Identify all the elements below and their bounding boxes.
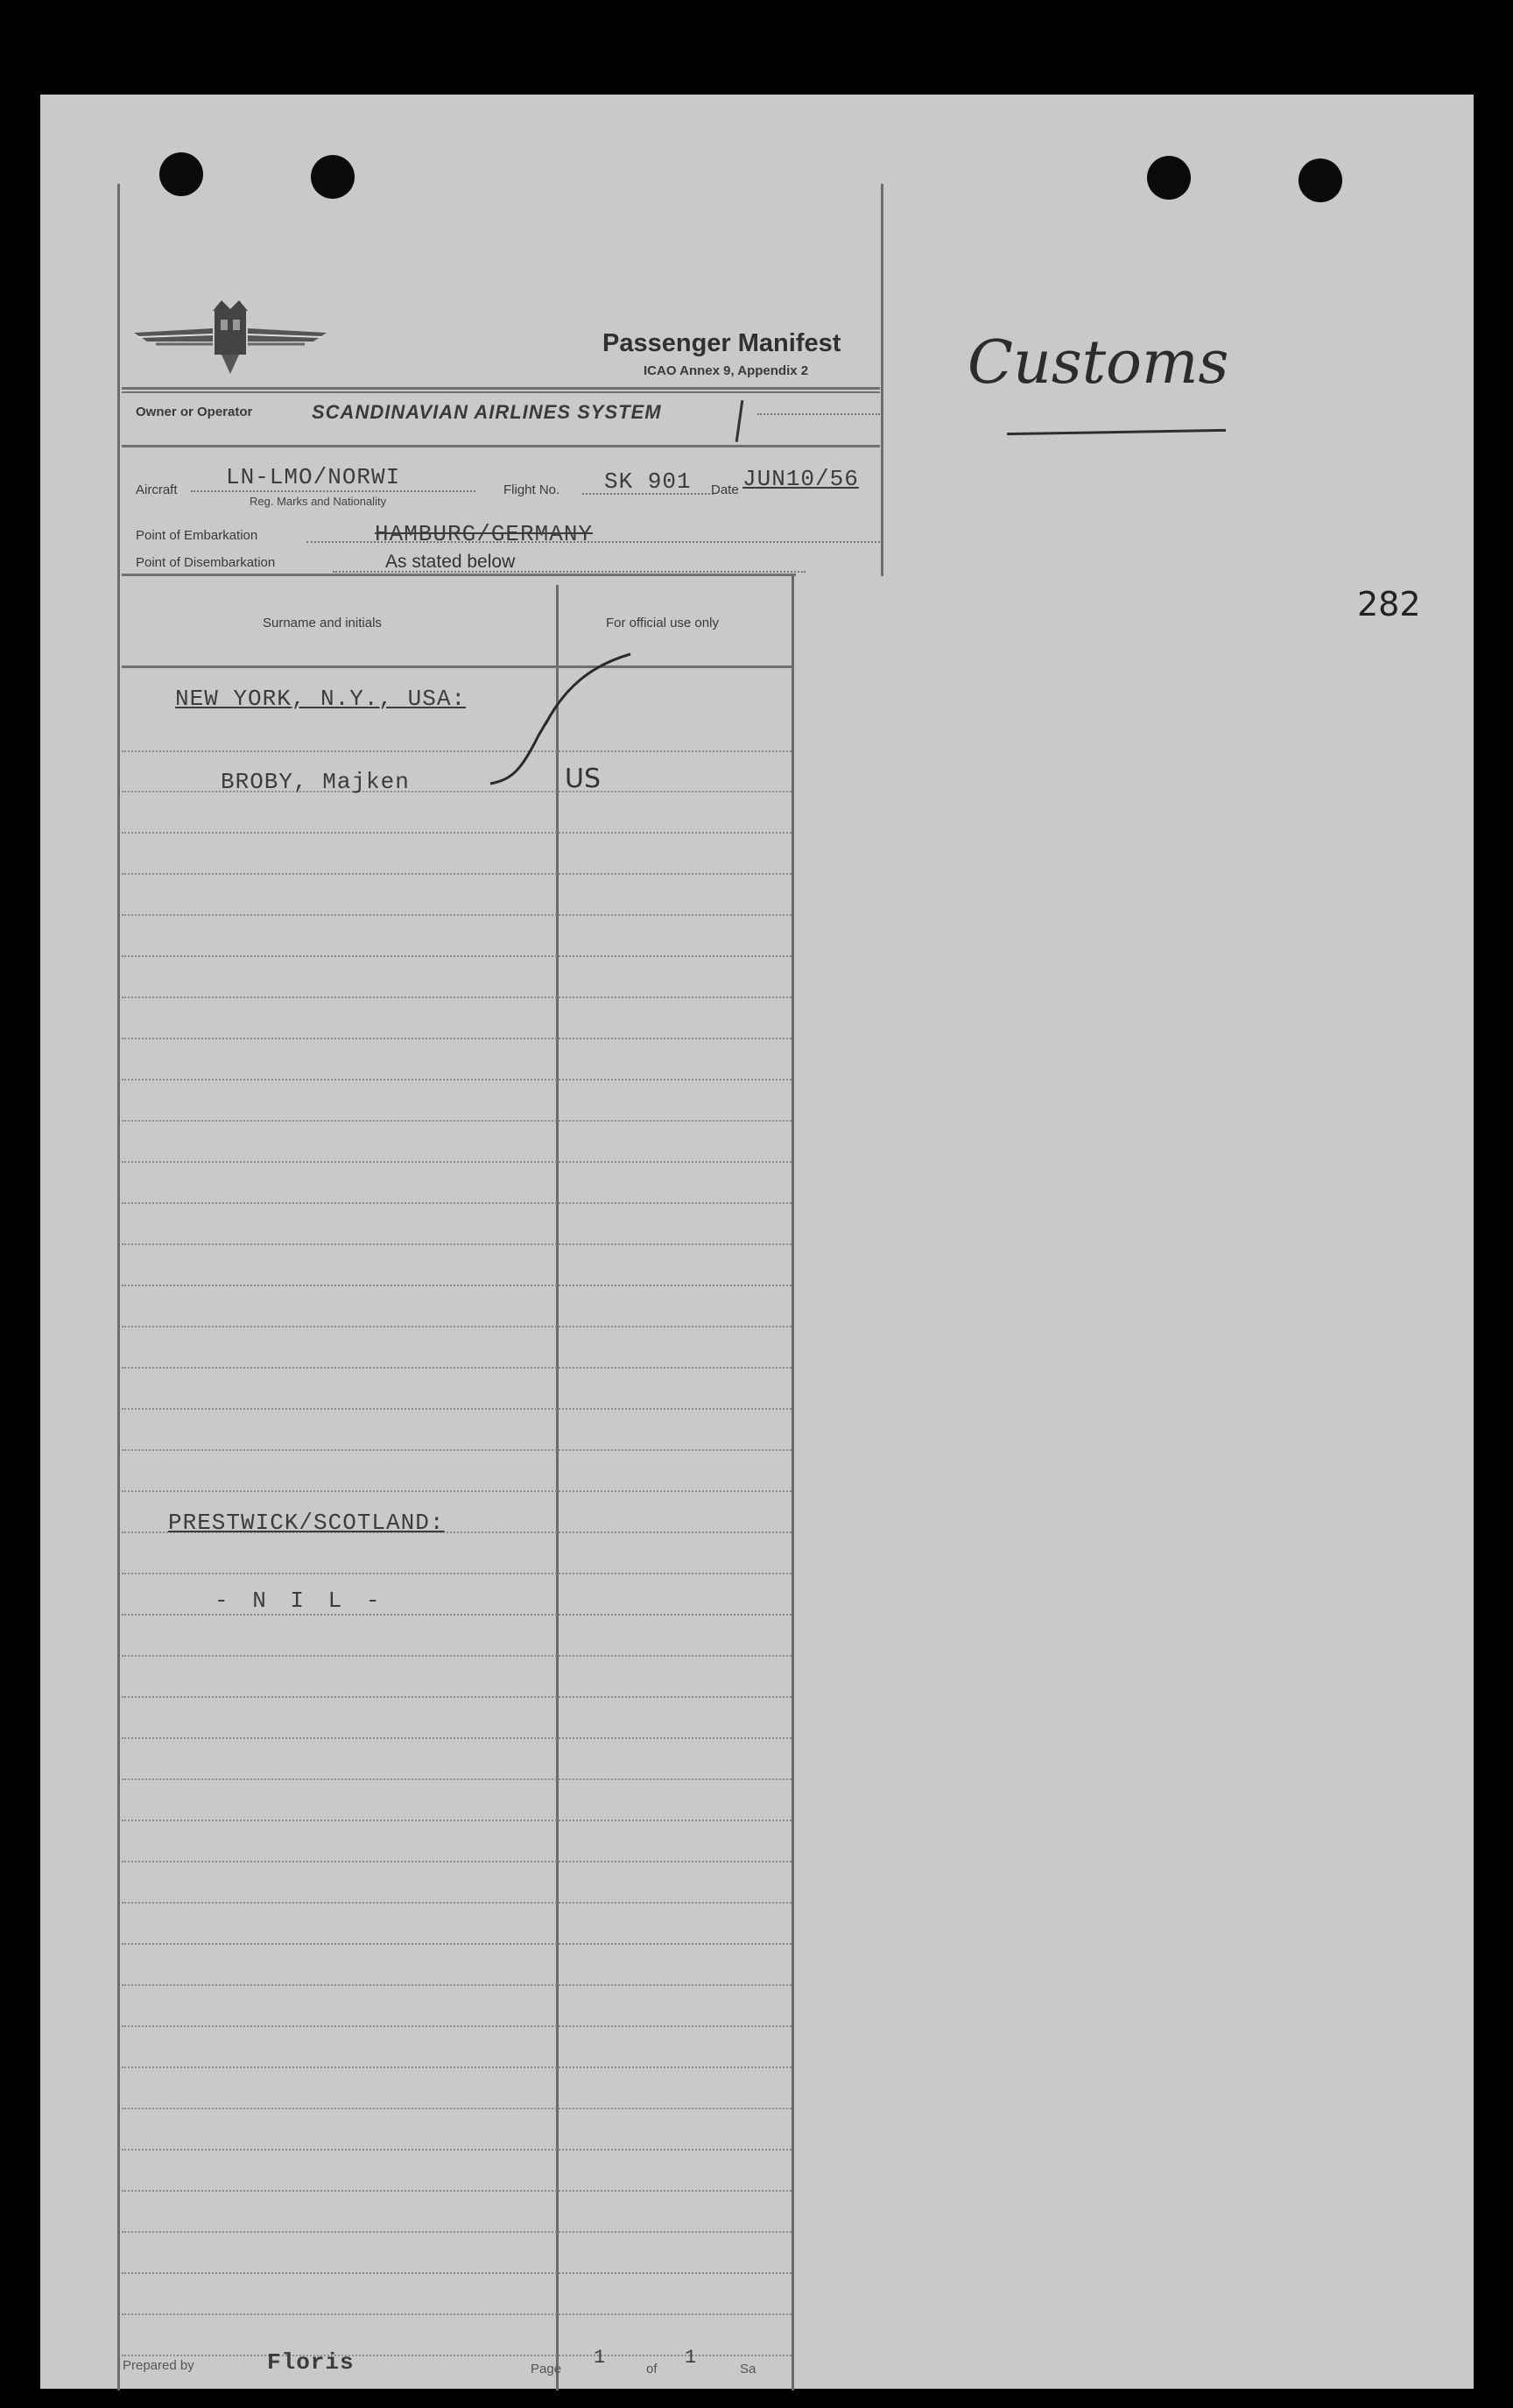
table-row xyxy=(122,1614,792,1616)
table-row xyxy=(122,2190,792,2192)
prepared-label: Prepared by xyxy=(123,2358,194,2373)
manifest-subtitle: ICAO Annex 9, Appendix 2 xyxy=(644,363,809,378)
table-row xyxy=(122,1038,792,1039)
table-right-border xyxy=(792,574,794,2390)
table-row xyxy=(122,2231,792,2233)
table-row xyxy=(122,1161,792,1163)
disembarkation-label: Point of Disembarkation xyxy=(136,555,276,570)
date-value: JUN10/56 xyxy=(742,466,859,492)
table-row xyxy=(122,1367,792,1369)
checkmark-icon xyxy=(486,652,635,792)
column-header-rule xyxy=(122,665,792,668)
table-row xyxy=(122,832,792,834)
table-row xyxy=(122,2272,792,2274)
nil-entry: - N I L - xyxy=(215,1588,385,1614)
manifest-title: Passenger Manifest xyxy=(602,329,841,357)
column-header-official: For official use only xyxy=(606,616,719,630)
table-top-rule xyxy=(122,574,796,576)
official-use-code: US xyxy=(565,764,602,794)
embarkation-label: Point of Embarkation xyxy=(136,528,258,543)
disembarkation-dotline xyxy=(333,571,806,573)
prepared-by-value: Floris xyxy=(267,2349,355,2376)
aircraft-sublabel: Reg. Marks and Nationality xyxy=(250,495,387,508)
table-row xyxy=(122,1408,792,1410)
aircraft-label: Aircraft xyxy=(136,482,178,497)
table-row xyxy=(122,2313,792,2315)
disembarkation-value: As stated below xyxy=(385,552,516,572)
of-value: 1 xyxy=(685,2347,698,2369)
table-row xyxy=(122,1696,792,1698)
table-row xyxy=(122,1079,792,1081)
flight-dotline xyxy=(582,493,714,495)
form-right-border xyxy=(881,184,883,576)
date-label: Date xyxy=(711,482,739,497)
destination-new-york: NEW YORK, N.Y., USA: xyxy=(175,686,467,712)
owner-rule xyxy=(122,445,880,447)
footer-trailing-text: Sa xyxy=(740,2362,756,2376)
table-row xyxy=(122,1943,792,1945)
page-label: Page xyxy=(531,2362,562,2376)
table-row xyxy=(122,1202,792,1204)
punch-hole xyxy=(1147,156,1191,200)
customs-annotation: Customs xyxy=(968,328,1229,398)
table-row xyxy=(122,1285,792,1286)
of-label: of xyxy=(646,2362,658,2376)
passenger-name: BROBY, Majken xyxy=(221,769,410,795)
page-value: 1 xyxy=(594,2347,607,2369)
header-rule xyxy=(122,391,880,393)
table-row xyxy=(122,1243,792,1245)
owner-label: Owner or Operator xyxy=(136,405,253,419)
table-row xyxy=(122,955,792,957)
table-row xyxy=(122,914,792,916)
manifest-form-frame xyxy=(117,184,883,2390)
page-number: 282 xyxy=(1357,585,1421,623)
table-row xyxy=(122,1120,792,1122)
aircraft-dotline xyxy=(191,490,475,492)
header-rule xyxy=(122,387,880,390)
embarkation-value: HAMBURG/GERMANY xyxy=(375,521,594,547)
table-row xyxy=(122,2108,792,2109)
table-row xyxy=(122,1861,792,1862)
table-row xyxy=(122,996,792,998)
destination-prestwick: PRESTWICK/SCOTLAND: xyxy=(168,1510,445,1536)
table-row xyxy=(122,873,792,875)
owner-dotline xyxy=(757,413,880,415)
table-row xyxy=(122,1902,792,1904)
flight-label: Flight No. xyxy=(503,482,560,497)
column-header-surname: Surname and initials xyxy=(263,616,382,630)
airline-wings-logo xyxy=(130,293,331,381)
flight-value: SK 901 xyxy=(604,468,692,495)
column-divider xyxy=(556,585,559,2390)
aircraft-value: LN-LMO/NORWI xyxy=(226,464,401,490)
table-row xyxy=(122,750,792,752)
table-row xyxy=(122,2067,792,2068)
table-row xyxy=(122,1737,792,1739)
table-row xyxy=(122,1655,792,1657)
embarkation-dotline xyxy=(306,541,880,543)
table-row xyxy=(122,2149,792,2151)
table-row xyxy=(122,1490,792,1492)
table-row xyxy=(122,2025,792,2027)
punch-hole xyxy=(1298,158,1342,202)
owner-value: SCANDINAVIAN AIRLINES SYSTEM xyxy=(312,401,662,423)
table-row xyxy=(122,1449,792,1451)
table-row xyxy=(122,1778,792,1780)
table-row xyxy=(122,1984,792,1986)
table-row xyxy=(122,1820,792,1821)
table-row xyxy=(122,1326,792,1327)
table-row xyxy=(122,1573,792,1574)
